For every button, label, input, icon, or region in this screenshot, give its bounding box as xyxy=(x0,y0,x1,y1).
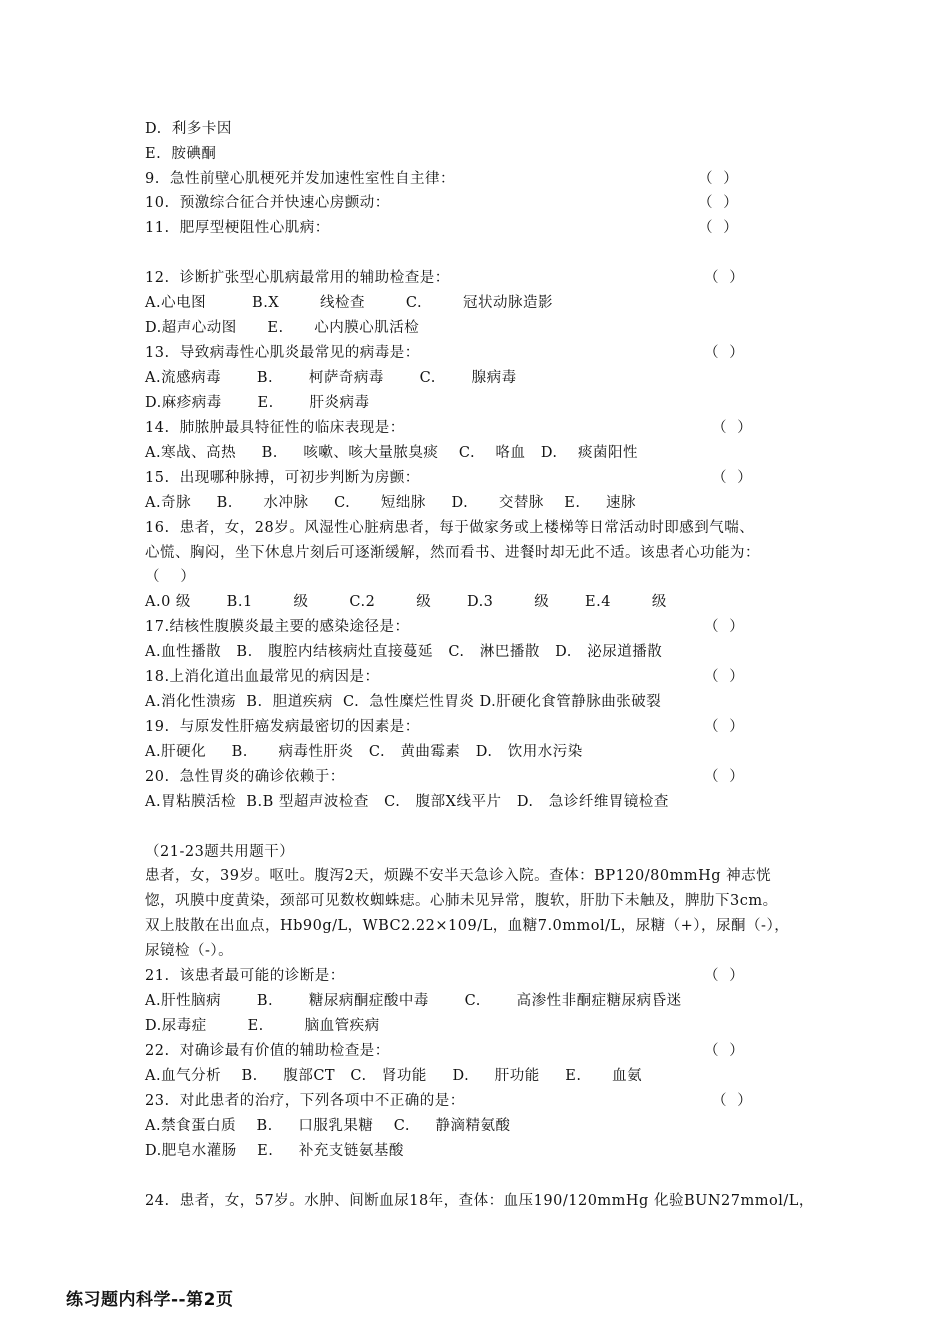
case-text: 患者，女，39岁。呕吐。腹泻2天，烦躁不安半天急诊入院。查体：BP120/80mmHg 神志恍 xyxy=(145,868,772,884)
option-line: D. 利多卡因 xyxy=(145,121,232,137)
option-line: E. 胺碘酮 xyxy=(145,146,217,162)
answer-paren: （ ） xyxy=(712,420,753,436)
question-line: 22. 对确诊最有价值的辅助检查是： xyxy=(145,1043,390,1059)
option-line: D.肥皂水灌肠 E. 补充支链氨基酸 xyxy=(145,1143,404,1159)
option-line: A.消化性溃疡 B. 胆道疾病 C. 急性糜烂性胃炎 D.肝硬化食管静脉曲张破裂 xyxy=(145,694,662,710)
answer-paren: （ ） xyxy=(712,470,753,486)
option-line: A.禁食蛋白质 B. 口服乳果糖 C. 静滴精氨酸 xyxy=(145,1118,511,1134)
case-text: 双上肢散在出血点，Hb90g/L，WBC2.22×109/L，血糖7.0mmol/L，尿糖（+），尿酮（-）， xyxy=(145,918,790,934)
question-line: 10. 预激综合征合并快速心房颤动： xyxy=(145,195,390,211)
question-line: 9. 急性前壁心肌梗死并发加速性室性自主律： xyxy=(145,171,456,187)
question-line: 23. 对此患者的治疗，下列各项中不正确的是： xyxy=(145,1093,465,1109)
option-line: A.奇脉 B. 水冲脉 C. 短绌脉 D. 交替脉 E. 速脉 xyxy=(145,495,637,511)
option-line: A.寒战、高热 B. 咳嗽、咳大量脓臭痰 C. 咯血 D. 痰菌阳性 xyxy=(145,445,638,461)
question-line: 16. 患者，女，28岁。风湿性心脏病患者，每于做家务或上楼梯等日常活动时即感到气喘、 xyxy=(145,520,755,536)
question-line: 14. 肺脓肿最具特征性的临床表现是： xyxy=(145,420,405,436)
answer-paren: （ ） xyxy=(704,345,745,361)
answer-paren: （ ） xyxy=(698,220,739,236)
answer-paren: （ ） xyxy=(698,171,739,187)
answer-paren: （ ） xyxy=(145,569,196,585)
question-line: 17.结核性腹膜炎最主要的感染途径是： xyxy=(145,619,410,635)
question-line: 13. 导致病毒性心肌炎最常见的病毒是： xyxy=(145,345,420,361)
question-line: 20. 急性胃炎的确诊依赖于： xyxy=(145,769,345,785)
question-line: 24. 患者，女，57岁。水肿、间断血尿18年，查体：血压190/120mmHg 化验BUN27mmol/L， xyxy=(145,1193,814,1209)
option-line: A.肝性脑病 B. 糖尿病酮症酸中毒 C. 高渗性非酮症糖尿病昏迷 xyxy=(145,993,682,1009)
answer-paren: （ ） xyxy=(704,1043,745,1059)
answer-paren: （ ） xyxy=(704,619,745,635)
answer-paren: （ ） xyxy=(698,195,739,211)
option-line: A.血气分析 B. 腹部CT C. 肾功能 D. 肝功能 E. 血氨 xyxy=(145,1068,643,1084)
option-line: A.0 级 B.1 级 C.2 级 D.3 级 E.4 级 xyxy=(145,594,667,610)
option-line: A.心电图 B.X 线检查 C. 冠状动脉造影 xyxy=(145,295,553,311)
answer-paren: （ ） xyxy=(704,769,745,785)
option-line: D.尿毒症 E. 脑血管疾病 xyxy=(145,1018,380,1034)
option-line: D.麻疹病毒 E. 肝炎病毒 xyxy=(145,395,370,411)
option-line: A.流感病毒 B. 柯萨奇病毒 C. 腺病毒 xyxy=(145,370,517,386)
question-line: 心慌、胸闷，坐下休息片刻后可逐渐缓解，然而看书、进餐时却无此不适。该患者心功能为： xyxy=(145,545,760,561)
question-line: 11. 肥厚型梗阻性心肌病： xyxy=(145,220,330,236)
answer-paren: （ ） xyxy=(704,968,745,984)
option-line: A.肝硬化 B. 病毒性肝炎 C. 黄曲霉素 D. 饮用水污染 xyxy=(145,744,583,760)
page-footer: 练习题内科学--第2页 xyxy=(66,1290,234,1310)
case-header: （21-23题共用题干） xyxy=(145,844,295,860)
option-line: D.超声心动图 E. 心内膜心肌活检 xyxy=(145,320,420,336)
question-line: 19. 与原发性肝癌发病最密切的因素是： xyxy=(145,719,420,735)
answer-paren: （ ） xyxy=(704,719,745,735)
question-line: 21. 该患者最可能的诊断是： xyxy=(145,968,345,984)
answer-paren: （ ） xyxy=(712,1093,753,1109)
answer-paren: （ ） xyxy=(704,669,745,685)
option-line: A.胃粘膜活检 B.B 型超声波检查 C. 腹部X线平片 D. 急诊纤维胃镜检查 xyxy=(145,794,669,810)
case-text: 尿镜检（-）。 xyxy=(145,943,234,959)
answer-paren: （ ） xyxy=(704,270,745,286)
question-line: 18.上消化道出血最常见的病因是： xyxy=(145,669,380,685)
question-line: 15. 出现哪种脉搏，可初步判断为房颤： xyxy=(145,470,420,486)
question-line: 12. 诊断扩张型心肌病最常用的辅助检查是： xyxy=(145,270,450,286)
option-line: A.血性播散 B. 腹腔内结核病灶直接蔓延 C. 淋巴播散 D. 泌尿道播散 xyxy=(145,644,663,660)
case-text: 惚，巩膜中度黄染，颈部可见数枚蜘蛛痣。心肺未见异常，腹软，肝肋下未触及，脾肋下3cm。 xyxy=(145,893,778,909)
